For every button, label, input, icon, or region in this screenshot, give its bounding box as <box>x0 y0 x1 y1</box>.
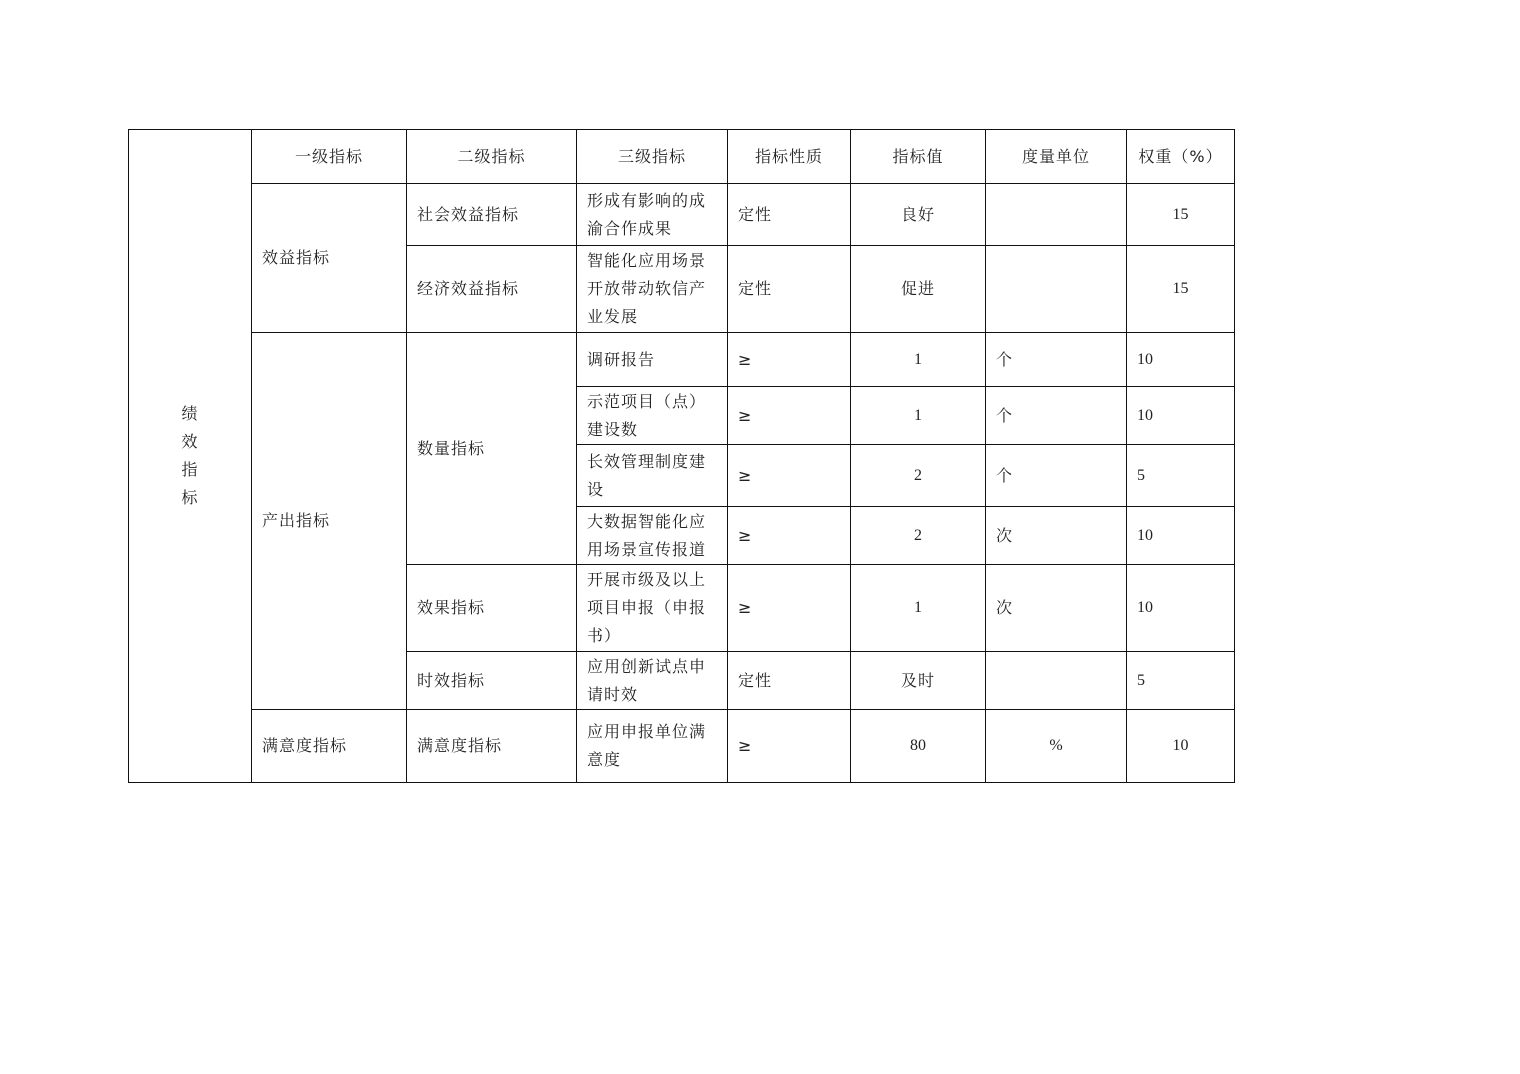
subgroup-quantity: 数量指标 <box>407 333 577 565</box>
nature-cell: 定性 <box>728 246 851 333</box>
unit-cell <box>986 652 1127 710</box>
side-label-cell <box>129 130 252 783</box>
nature-cell: ≥ <box>728 445 851 507</box>
weight-cell: 15 <box>1127 184 1235 246</box>
table-row <box>129 184 1235 246</box>
table-row <box>129 333 1235 387</box>
value-cell: 2 <box>851 445 986 507</box>
unit-cell: 个 <box>986 333 1127 387</box>
header-weight: 权重（%） <box>1127 130 1235 184</box>
nature-cell: ≥ <box>728 507 851 565</box>
value-cell: 良好 <box>851 184 986 246</box>
level3-cell: 应用创新试点申请时效 <box>577 652 728 710</box>
subgroup-satisfaction: 满意度指标 <box>407 710 577 783</box>
header-unit: 度量单位 <box>986 130 1127 184</box>
unit-cell: 个 <box>986 387 1127 445</box>
nature-cell: ≥ <box>728 565 851 652</box>
value-cell: 1 <box>851 565 986 652</box>
value-cell: 80 <box>851 710 986 783</box>
weight-cell: 10 <box>1127 507 1235 565</box>
header-level1: 一级指标 <box>252 130 407 184</box>
side-label-char: 绩 <box>181 404 199 423</box>
subgroup-timeliness: 时效指标 <box>407 652 577 710</box>
weight-cell: 5 <box>1127 445 1235 507</box>
nature-cell: ≥ <box>728 333 851 387</box>
nature-cell: ≥ <box>728 387 851 445</box>
nature-cell: 定性 <box>728 184 851 246</box>
header-value: 指标值 <box>851 130 986 184</box>
group-benefit: 效益指标 <box>252 184 407 333</box>
level3-cell: 形成有影响的成渝合作成果 <box>577 184 728 246</box>
header-nature: 指标性质 <box>728 130 851 184</box>
level3-cell: 智能化应用场景开放带动软信产业发展 <box>577 246 728 333</box>
level3-cell: 调研报告 <box>577 333 728 387</box>
unit-cell <box>986 246 1127 333</box>
subgroup-economic: 经济效益指标 <box>407 246 577 333</box>
performance-indicator-table <box>128 129 1235 783</box>
side-label-char: 标 <box>181 488 199 507</box>
header-level2: 二级指标 <box>407 130 577 184</box>
subgroup-effect: 效果指标 <box>407 565 577 652</box>
unit-cell <box>986 184 1127 246</box>
level3-cell: 开展市级及以上项目申报（申报书） <box>577 565 728 652</box>
level3-cell: 大数据智能化应用场景宣传报道 <box>577 507 728 565</box>
value-cell: 2 <box>851 507 986 565</box>
table-header-row <box>129 130 1235 184</box>
weight-cell: 10 <box>1127 565 1235 652</box>
table-row <box>129 710 1235 783</box>
unit-cell: 个 <box>986 445 1127 507</box>
header-level3: 三级指标 <box>577 130 728 184</box>
level3-cell: 长效管理制度建设 <box>577 445 728 507</box>
value-cell: 1 <box>851 387 986 445</box>
value-cell: 促进 <box>851 246 986 333</box>
group-satisfaction: 满意度指标 <box>252 710 407 783</box>
unit-cell: % <box>986 710 1127 783</box>
level3-cell: 应用申报单位满意度 <box>577 710 728 783</box>
side-label-char: 指 <box>181 460 199 479</box>
weight-cell: 15 <box>1127 246 1235 333</box>
side-label-char: 效 <box>181 432 199 451</box>
weight-cell: 5 <box>1127 652 1235 710</box>
nature-cell: 定性 <box>728 652 851 710</box>
group-output: 产出指标 <box>252 333 407 710</box>
value-cell: 1 <box>851 333 986 387</box>
value-cell: 及时 <box>851 652 986 710</box>
unit-cell: 次 <box>986 565 1127 652</box>
nature-cell: ≥ <box>728 710 851 783</box>
weight-cell: 10 <box>1127 333 1235 387</box>
unit-cell: 次 <box>986 507 1127 565</box>
level3-cell: 示范项目（点）建设数 <box>577 387 728 445</box>
weight-cell: 10 <box>1127 387 1235 445</box>
subgroup-social: 社会效益指标 <box>407 184 577 246</box>
weight-cell: 10 <box>1127 710 1235 783</box>
